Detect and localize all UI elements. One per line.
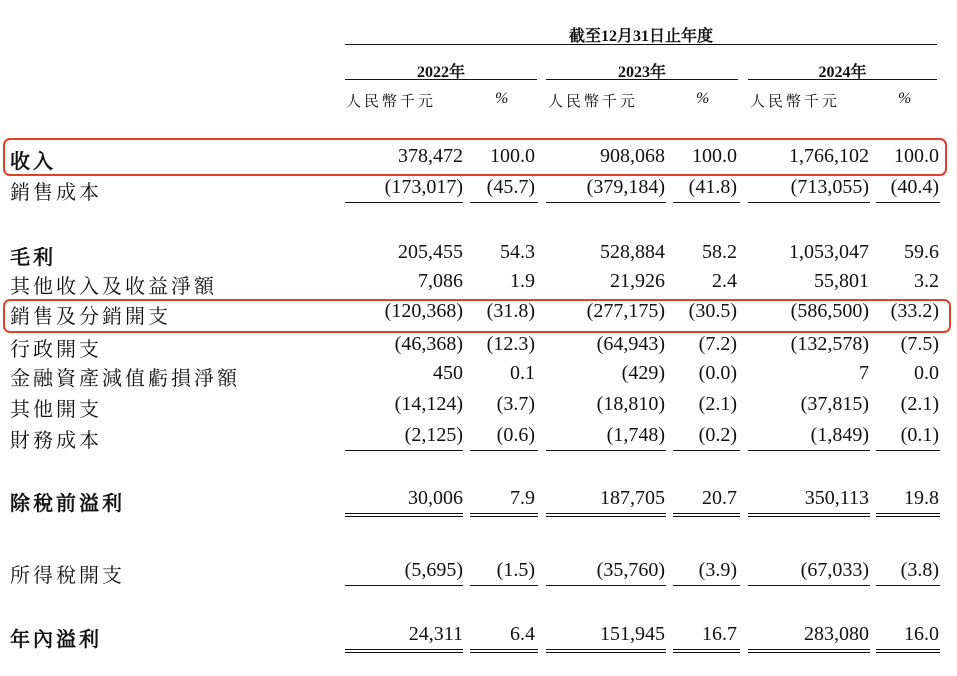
cell-impairment-losses-net-pct-2024: 0.0: [914, 362, 939, 384]
cell-administrative-expenses-amt-2022: (46,368): [394, 333, 463, 355]
cell-profit-for-year-amt-2024: 283,080: [804, 623, 869, 645]
cell-finance-costs-pct-2022: (0.6): [496, 424, 535, 446]
cell-other-expenses-amt-2022: (14,124): [394, 393, 463, 415]
double-underline-profit-for-year-pct-2022: [470, 649, 538, 653]
double-underline-profit-before-tax-amt-2024: [748, 513, 870, 517]
row-label-administrative-expenses: 行政開支: [10, 339, 102, 361]
cell-revenue-amt-2022: 378,472: [398, 145, 463, 167]
cell-income-tax-expense-amt-2024: (67,033): [800, 559, 869, 581]
row-label-other-expenses: 其他開支: [10, 399, 102, 421]
cell-revenue-amt-2023: 908,068: [600, 145, 665, 167]
row-label-cost-of-sales: 銷售成本: [10, 182, 102, 204]
underline-income-tax-expense-pct-2024: [876, 585, 940, 586]
underline-finance-costs-amt-2024: [748, 450, 870, 451]
period-title: 截至12月31日止年度: [568, 28, 713, 45]
cell-cost-of-sales-amt-2022: (173,017): [384, 176, 463, 198]
underline-income-tax-expense-amt-2023: [546, 585, 666, 586]
cell-administrative-expenses-amt-2024: (132,578): [790, 333, 869, 355]
row-label-selling-distribution-expenses: 銷售及分銷開支: [10, 306, 171, 328]
year-rule-2023: [546, 79, 738, 80]
double-underline-profit-before-tax-amt-2022: [345, 513, 463, 517]
pct-label-2023: %: [696, 90, 710, 107]
unit-label-2023: 人民幣千元: [548, 94, 639, 110]
cell-other-expenses-pct-2024: (2.1): [900, 393, 939, 415]
double-underline-profit-before-tax-pct-2023: [673, 513, 740, 517]
cell-cost-of-sales-pct-2024: (40.4): [890, 176, 939, 198]
cell-other-income-gains-net-pct-2022: 1.9: [510, 270, 535, 292]
cell-other-income-gains-net-pct-2023: 2.4: [712, 270, 737, 292]
cell-cost-of-sales-amt-2024: (713,055): [790, 176, 869, 198]
underline-cost-of-sales-pct-2022: [470, 202, 538, 203]
cell-profit-for-year-amt-2022: 24,311: [408, 623, 463, 645]
pct-label-2024: %: [898, 90, 912, 107]
underline-cost-of-sales-amt-2024: [748, 202, 870, 203]
year-header-2022: 2022年: [416, 64, 465, 81]
cell-income-tax-expense-pct-2023: (3.9): [698, 559, 737, 581]
row-label-gross-profit: 毛利: [10, 247, 56, 269]
cell-impairment-losses-net-pct-2022: 0.1: [510, 362, 535, 384]
double-underline-profit-for-year-pct-2024: [876, 649, 940, 653]
cell-impairment-losses-net-amt-2023: (429): [621, 362, 665, 384]
double-underline-profit-before-tax-pct-2024: [876, 513, 940, 517]
cell-profit-before-tax-pct-2022: 7.9: [510, 487, 535, 509]
underline-cost-of-sales-pct-2024: [876, 202, 940, 203]
cell-finance-costs-amt-2023: (1,748): [606, 424, 665, 446]
cell-revenue-amt-2024: 1,766,102: [789, 145, 869, 167]
cell-other-expenses-amt-2024: (37,815): [800, 393, 869, 415]
cell-selling-distribution-expenses-pct-2022: (31.8): [486, 300, 535, 322]
year-header-2023: 2023年: [617, 64, 666, 81]
underline-finance-costs-pct-2024: [876, 450, 940, 451]
cell-gross-profit-amt-2022: 205,455: [398, 241, 463, 263]
cell-finance-costs-amt-2022: (2,125): [404, 424, 463, 446]
underline-finance-costs-pct-2022: [470, 450, 538, 451]
row-label-profit-for-year: 年內溢利: [10, 629, 102, 651]
unit-label-2022: 人民幣千元: [346, 94, 437, 110]
row-label-income-tax-expense: 所得稅開支: [10, 565, 125, 587]
cell-other-income-gains-net-pct-2024: 3.2: [914, 270, 939, 292]
cell-administrative-expenses-pct-2023: (7.2): [698, 333, 737, 355]
cell-other-income-gains-net-amt-2024: 55,801: [814, 270, 869, 292]
double-underline-profit-before-tax-amt-2023: [546, 513, 666, 517]
cell-income-tax-expense-pct-2024: (3.8): [900, 559, 939, 581]
double-underline-profit-for-year-amt-2023: [546, 649, 666, 653]
cell-impairment-losses-net-pct-2023: (0.0): [698, 362, 737, 384]
underline-income-tax-expense-amt-2024: [748, 585, 870, 586]
cell-finance-costs-pct-2023: (0.2): [698, 424, 737, 446]
underline-cost-of-sales-amt-2023: [546, 202, 666, 203]
underline-income-tax-expense-pct-2022: [470, 585, 538, 586]
double-underline-profit-for-year-amt-2024: [748, 649, 870, 653]
year-header-2024: 2024年: [818, 64, 867, 81]
cell-other-income-gains-net-amt-2022: 7,086: [418, 270, 463, 292]
cell-profit-for-year-amt-2023: 151,945: [600, 623, 665, 645]
underline-finance-costs-amt-2023: [546, 450, 666, 451]
cell-cost-of-sales-pct-2022: (45.7): [486, 176, 535, 198]
cell-revenue-pct-2024: 100.0: [894, 145, 939, 167]
cell-gross-profit-amt-2023: 528,884: [600, 241, 665, 263]
cell-other-expenses-pct-2022: (3.7): [496, 393, 535, 415]
cell-finance-costs-amt-2024: (1,849): [810, 424, 869, 446]
year-rule-2022: [345, 79, 537, 80]
cell-profit-before-tax-amt-2023: 187,705: [600, 487, 665, 509]
double-underline-profit-for-year-pct-2023: [673, 649, 740, 653]
cell-income-tax-expense-amt-2022: (5,695): [404, 559, 463, 581]
cell-administrative-expenses-pct-2024: (7.5): [900, 333, 939, 355]
cell-revenue-pct-2023: 100.0: [692, 145, 737, 167]
cell-impairment-losses-net-amt-2022: 450: [433, 362, 463, 384]
cell-administrative-expenses-amt-2023: (64,943): [596, 333, 665, 355]
cell-selling-distribution-expenses-amt-2023: (277,175): [586, 300, 665, 322]
double-underline-profit-for-year-amt-2022: [345, 649, 463, 653]
cell-other-expenses-amt-2023: (18,810): [596, 393, 665, 415]
cell-administrative-expenses-pct-2022: (12.3): [486, 333, 535, 355]
cell-selling-distribution-expenses-pct-2024: (33.2): [890, 300, 939, 322]
year-rule-2024: [748, 79, 937, 80]
cell-income-tax-expense-amt-2023: (35,760): [596, 559, 665, 581]
cell-other-income-gains-net-amt-2023: 21,926: [610, 270, 665, 292]
pct-label-2022: %: [495, 90, 509, 107]
cell-selling-distribution-expenses-pct-2023: (30.5): [688, 300, 737, 322]
underline-finance-costs-amt-2022: [345, 450, 463, 451]
cell-profit-before-tax-amt-2022: 30,006: [408, 487, 463, 509]
cell-other-expenses-pct-2023: (2.1): [698, 393, 737, 415]
double-underline-profit-before-tax-pct-2022: [470, 513, 538, 517]
underline-cost-of-sales-amt-2022: [345, 202, 463, 203]
cell-gross-profit-amt-2024: 1,053,047: [789, 241, 869, 263]
underline-income-tax-expense-amt-2022: [345, 585, 463, 586]
row-label-impairment-losses-net: 金融資產減值虧損淨額: [10, 368, 240, 390]
underline-finance-costs-pct-2023: [673, 450, 740, 451]
cell-profit-before-tax-pct-2023: 20.7: [702, 487, 737, 509]
unit-label-2024: 人民幣千元: [750, 94, 841, 110]
cell-income-tax-expense-pct-2022: (1.5): [496, 559, 535, 581]
cell-cost-of-sales-amt-2023: (379,184): [586, 176, 665, 198]
row-label-revenue: 收入: [10, 151, 56, 173]
underline-cost-of-sales-pct-2023: [673, 202, 740, 203]
cell-gross-profit-pct-2024: 59.6: [904, 241, 939, 263]
cell-profit-before-tax-amt-2024: 350,113: [804, 487, 869, 509]
cell-revenue-pct-2022: 100.0: [490, 145, 535, 167]
underline-income-tax-expense-pct-2023: [673, 585, 740, 586]
cell-impairment-losses-net-amt-2024: 7: [859, 362, 869, 384]
cell-gross-profit-pct-2023: 58.2: [702, 241, 737, 263]
cell-selling-distribution-expenses-amt-2024: (586,500): [790, 300, 869, 322]
cell-gross-profit-pct-2022: 54.3: [500, 241, 535, 263]
period-title-rule: [345, 44, 937, 45]
row-label-other-income-gains-net: 其他收入及收益淨額: [10, 276, 217, 298]
cell-profit-for-year-pct-2024: 16.0: [904, 623, 939, 645]
cell-profit-for-year-pct-2023: 16.7: [702, 623, 737, 645]
row-label-finance-costs: 財務成本: [10, 430, 102, 452]
cell-profit-before-tax-pct-2024: 19.8: [904, 487, 939, 509]
cell-finance-costs-pct-2024: (0.1): [900, 424, 939, 446]
cell-selling-distribution-expenses-amt-2022: (120,368): [384, 300, 463, 322]
row-label-profit-before-tax: 除稅前溢利: [10, 493, 125, 515]
cell-profit-for-year-pct-2022: 6.4: [510, 623, 535, 645]
cell-cost-of-sales-pct-2023: (41.8): [688, 176, 737, 198]
